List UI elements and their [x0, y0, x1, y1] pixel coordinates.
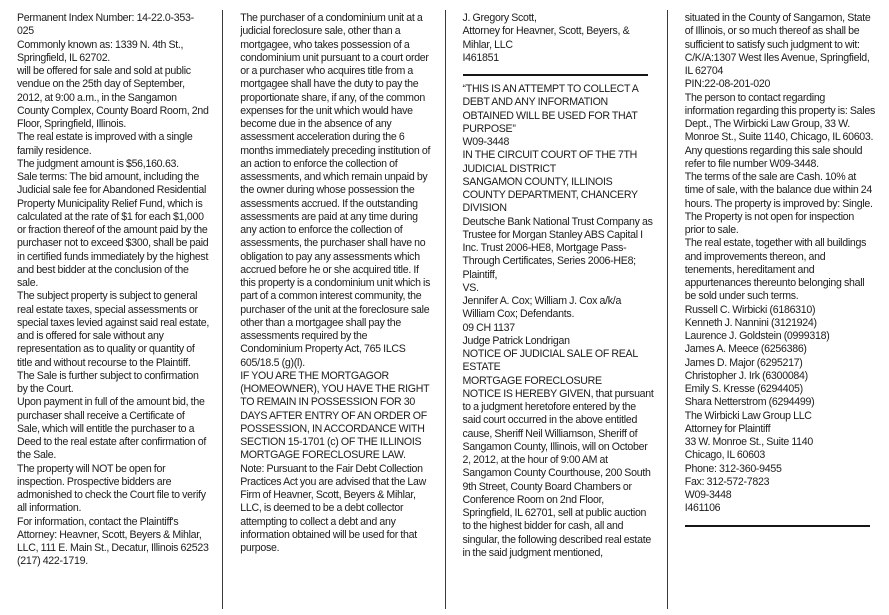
notice-paragraph: W09-3448 — [684, 489, 732, 501]
notice-paragraph: MORTGAGE FORECLOSURE — [462, 374, 602, 387]
notice-paragraph: The judgment amount is $56,160.63. — [17, 157, 179, 170]
notice-paragraph: COUNTY DEPARTMENT, CHANCERY DIVISION — [462, 189, 638, 215]
notice-paragraph: Fax: 312-572-7823 — [684, 475, 770, 488]
notice-paragraph: NOTICE IS HEREBY GIVEN, that pursuant to a judgment heretofore entered by the said court occurred in the above entitled cause, Sheriff Neil Williamson, Sheriff of Sangamon County, Illinois, will on October 2, 2012, at the hour of 9:00 AM at Sangamon County Courthouse, 200 South 9th Street, County Board Chambers or Conference Room on 2nd Floor, Springfield, IL 62701, sell at public auction to the highest bidder for cash, all and singular, the following described real estate in the said judgment mentioned, — [462, 387, 654, 559]
notice-paragraph: Judge Patrick Londrigan — [462, 334, 570, 347]
notice-paragraph: The real estate is improved with a single family residence. — [17, 131, 193, 157]
notice-paragraph: Phone: 312-360-9455 — [684, 462, 782, 475]
notice-column-4 — [667, 10, 889, 609]
notice-paragraph: Upon payment in full of the amount bid, the purchaser shall receive a Certificate of Sale, which will entitle the purchaser to a Deed to the real estate after confirmation of the Sale. — [17, 396, 207, 462]
notice-paragraph: The person to contact regarding information regarding this property is: Sales Dept., The Wirbicki Law Group, 33 W. Monroe St., Suite 1140, Chicago, IL 60603. Any questions regarding this sale should refer to file number W09-3448. — [684, 91, 875, 170]
notice-paragraph: Deutsche Bank National Trust Company as Trustee for Morgan Stanley ABS Capital I Inc. Trust 2006-HE8, Mortgage Pass-Through Certificates, Series 2006-HE8; — [462, 215, 653, 268]
notice-paragraph: The real estate, together with all buildings and improvements thereon, and tenements, hereditament and appurtenances thereunto belonging shall be sold under such terms. — [684, 237, 867, 303]
notice-paragraph: Shara Netterstrom (6294499) — [684, 396, 815, 409]
notice-paragraph: 09 CH 1137 — [462, 321, 515, 334]
notice-paragraph: The Wirbicki Law Group LLC — [684, 409, 812, 422]
notice-column-2 — [222, 10, 444, 609]
notice-column-3 — [445, 10, 667, 609]
notice-paragraph: IN THE CIRCUIT COURT OF THE 7TH JUDICIAL DISTRICT — [462, 149, 638, 175]
notice-paragraph: SANGAMON COUNTY, ILLINOIS — [462, 175, 613, 188]
notice-paragraph: Chicago, IL 60603 — [684, 449, 765, 462]
notice-paragraph: Attorney for Plaintiff — [684, 422, 771, 435]
notice-paragraph: PIN:22-08-201-020 — [684, 78, 771, 91]
notice-paragraph: Note: Pursuant to the Fair Debt Collection Practices Act you are advised that the Law Firm of Heavner, Scott, Beyers & Mihlar, LLC, is deemed to be a debt collector attempting to collect a debt and any information obtained will be used for that purpose. — [240, 462, 427, 554]
notice-paragraph: “THIS IS AN ATTEMPT TO COLLECT A DEBT AND ANY INFORMATION OBTAINED WILL BE USED FOR THAT PURPOSE” — [462, 83, 638, 135]
notice-paragraph: I461106 — [684, 502, 721, 515]
notice-paragraph: J. Gregory Scott, — [462, 12, 537, 24]
notice-paragraph: Attorney for Heavner, Scott, Beyers, & Mihlar, LLC — [462, 25, 630, 51]
notice-paragraph: Commonly known as: 1339 N. 4th St., Springfield, IL 62702. — [17, 38, 184, 64]
notice-paragraph: Permanent Index Number: 14-22.0-353-025 — [17, 12, 194, 38]
notice-paragraph: 33 W. Monroe St., Suite 1140 — [684, 436, 814, 448]
notice-paragraph: Russell C. Wirbicki (6186310) — [684, 303, 816, 316]
notice-paragraph: Laurence J. Goldstein (0999318) — [684, 330, 830, 342]
notice-paragraph: NOTICE OF JUDICIAL SALE OF REAL ESTATE — [462, 348, 638, 374]
notice-paragraph: Jennifer A. Cox; William J. Cox a/k/a William Cox; Defendants. — [462, 295, 622, 321]
notice-paragraph: VS. — [462, 281, 479, 294]
horizontal-rule — [685, 525, 871, 527]
notice-paragraph: James A. Meece (6256386) — [684, 343, 807, 356]
notice-column-1 — [0, 10, 222, 609]
notice-paragraph: The property will NOT be open for inspection. Prospective bidders are admonished to check the Court file to verify all information. — [17, 462, 206, 515]
notice-paragraph: Emily S. Kresse (6294405) — [684, 383, 803, 395]
notice-paragraph: Kenneth J. Nannini (3121924) — [684, 316, 817, 329]
notice-paragraph: will be offered for sale and sold at public vendue on the 25th day of September, 2012, at 9:00 a.m., in the Sangamon County Complex, County Board Room, 2nd Floor, Springfield, Illinois. — [17, 65, 209, 130]
notice-paragraph: Plaintiff, — [462, 268, 498, 281]
notice-paragraph: For information, contact the Plaintiff's Attorney: Heavner, Scott, Beyers & Mihlar, LLC, 111 E. Main St., Decatur, Illinois 62523 (217) 422-1719. — [17, 515, 209, 568]
notice-paragraph: The subject property is subject to general real estate taxes, special assessments or special taxes levied against said real estate, and is offered for sale without any representation as to quality or quantity of title and without recourse to the Plaintiff. The Sale is further subject to confirmation by the Court. — [17, 290, 210, 395]
notice-paragraph: Sale terms: The bid amount, including the Judicial sale fee for Abandoned Residential Property Municipality Relief Fund, which is calculated at the rate of $1 for each $1,000 or fraction thereof of the amount paid by the purchaser not to exceed $300, shall be paid in certified funds immediately by the highest and best bidder at the conclusion of the sale. — [17, 171, 209, 289]
notice-paragraph: I461851 — [462, 51, 499, 64]
notice-paragraph: situated in the County of Sangamon, State of Illinois, or so much thereof as shall be sufficient to satisfy such judgment to wit: — [684, 12, 871, 51]
notice-paragraph: The terms of the sale are Cash. 10% at time of sale, with the balance due within 24 hours. The property is improved by: Single. The Property is not open for inspection prior to sale. — [684, 171, 873, 236]
notice-paragraph: IF YOU ARE THE MORTGAGOR (HOMEOWNER), YOU HAVE THE RIGHT TO REMAIN IN POSSESSION FOR 30 DAYS AFTER ENTRY OF AN ORDER OF POSSESSION, IN ACCORDANCE WITH SECTION 15-1701 (c) OF THE ILLINOIS MORTGAGE FORECLOSURE LAW. — [240, 369, 430, 462]
notice-paragraph: James D. Major (6295217) — [684, 356, 803, 369]
notice-paragraph: W09-3448 — [462, 136, 510, 148]
horizontal-rule — [463, 74, 649, 76]
notice-paragraph: The purchaser of a condominium unit at a judicial foreclosure sale, other than a mortgagee, who takes possession of a condominium unit pursuant to a court order or a purchaser who acquires title from a mortgagee shall have the duty to pay the proportionate share, if any, of the common expenses for the unit which would have become due in the absence of any assessment acceleration during the 6 months immediately preceding institution of an action to enforce the collection of assessments, and which remain unpaid by the owner during whose possession the assessments accrued. If the outstanding assessments are paid at any time during any action to enforce the collection of assessments, the purchaser shall have no obligation to pay any assessments which accrued before he or she acquired title. If this property is a condominium unit which is part of a common interest community, the purchaser of the unit at the foreclosure sale other than a mortgagee shall pay the assessments required by the Condominium Property Act, 765 ILCS 605/18.5 (g)(l). — [240, 12, 431, 369]
notice-paragraph: C/K/A:1307 West Iles Avenue, Springfield, IL 62704 — [684, 51, 870, 77]
notice-paragraph: Christopher J. Irk (6300084) — [684, 369, 808, 382]
